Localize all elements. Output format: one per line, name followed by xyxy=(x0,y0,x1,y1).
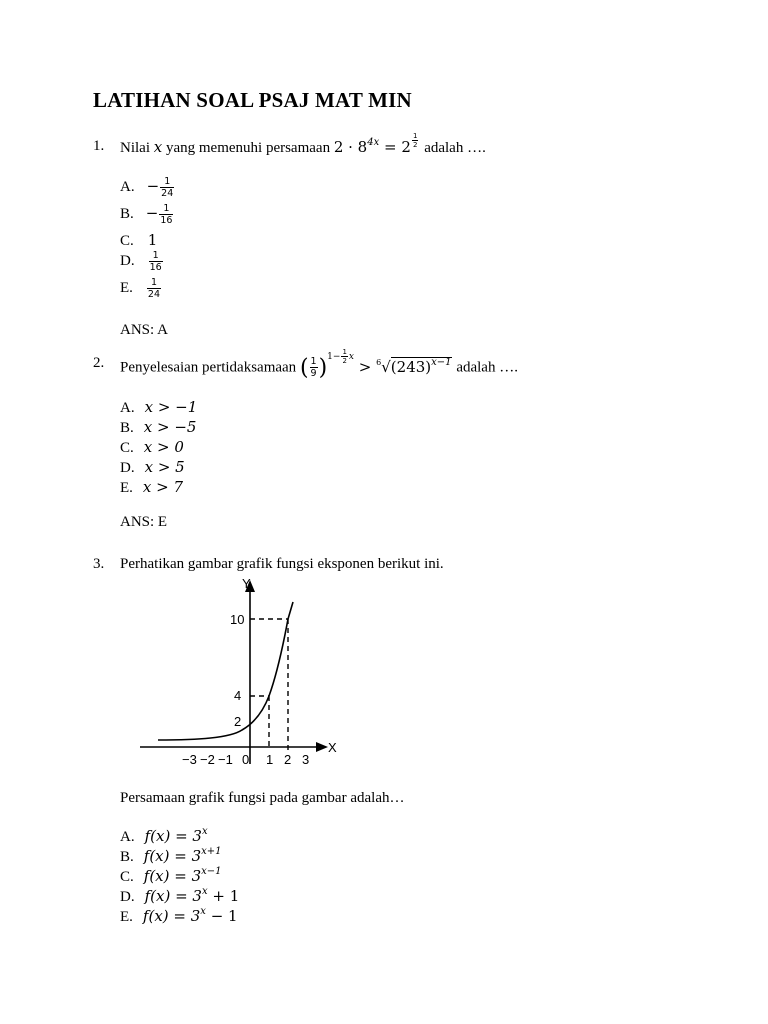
option-fraction: $\frac{1}{24}$ xyxy=(161,176,174,199)
exponential-graph xyxy=(138,574,348,774)
q1-rhs-base: 2 xyxy=(401,138,411,156)
q3-option-a[interactable] xyxy=(120,827,208,846)
q2-option-b[interactable] xyxy=(120,418,196,437)
q1-option-c[interactable] xyxy=(120,231,157,250)
option-letter: A. xyxy=(120,400,135,416)
x-tick-minus3: −3 xyxy=(182,752,197,767)
option-letter: E. xyxy=(120,280,133,297)
q2-exponent: 1− 1 2 x xyxy=(327,347,354,365)
right-paren: ) xyxy=(318,355,328,380)
q1-option-e[interactable] xyxy=(120,277,162,300)
q2-root-index: 6 xyxy=(376,357,382,367)
option-sign: − xyxy=(145,204,159,223)
option-expr: $f(x) = 3^x - 1$ xyxy=(142,906,238,925)
q1-text-after: adalah …. xyxy=(424,140,486,156)
option-expr: x > −5 xyxy=(143,418,197,436)
option-expr: x > −1 xyxy=(144,398,198,416)
q1-lhs-exp: 4x xyxy=(367,137,380,148)
question-1-text xyxy=(120,131,486,157)
y-tick-2: 2 xyxy=(234,714,242,729)
option-letter: B. xyxy=(120,420,134,436)
question-3-text: Perhatikan gambar grafik fungsi eksponen berikut ini. xyxy=(120,556,444,572)
y-tick-10: 10 xyxy=(230,612,245,627)
option-value: 1 xyxy=(147,231,158,249)
question-2-text xyxy=(120,347,518,380)
option-letter: A. xyxy=(120,179,135,196)
q2-option-d[interactable] xyxy=(120,458,185,477)
q1-eq: = xyxy=(384,138,397,156)
x-tick-minus2: −2 xyxy=(200,752,215,767)
option-expr: $f(x) = 3^{x+1}$ xyxy=(143,846,222,865)
radical-sign: √ xyxy=(381,357,391,376)
option-letter: C. xyxy=(120,440,134,456)
option-expr: $f(x) = 3^{x-1}$ xyxy=(143,866,222,885)
option-sign: − xyxy=(146,177,160,196)
option-fraction: $\frac{1}{16}$ xyxy=(149,250,162,273)
option-letter: D. xyxy=(120,889,135,905)
option-expr: $f(x) = 3^x + 1$ xyxy=(144,886,240,905)
option-letter: A. xyxy=(120,829,135,845)
option-letter: C. xyxy=(120,869,134,885)
question-1-number: 1. xyxy=(93,138,105,154)
q3-option-b[interactable] xyxy=(120,847,222,866)
option-letter: C. xyxy=(120,233,134,249)
q3-prompt: Persamaan grafik fungsi pada gambar adalah… xyxy=(120,790,405,806)
q1-text-middle: yang memenuhi persamaan xyxy=(165,140,331,156)
x-tick-1: 1 xyxy=(266,752,274,767)
q1-option-b[interactable] xyxy=(120,203,174,226)
option-expr: x > 0 xyxy=(143,438,184,456)
question-2-number: 2. xyxy=(93,355,105,371)
exponential-curve xyxy=(158,602,293,740)
q1-answer: ANS: A xyxy=(120,322,168,338)
option-letter: B. xyxy=(120,849,134,865)
q2-option-c[interactable] xyxy=(120,438,184,457)
q2-base-fraction: $\frac{1}{9}$ xyxy=(310,356,317,379)
q2-op: > xyxy=(358,357,372,376)
x-tick-minus1: −1 xyxy=(218,752,233,767)
q3-option-e[interactable] xyxy=(120,907,238,926)
x-tick-0: 0 xyxy=(242,752,250,767)
q2-text-before: Penyelesaian pertidaksamaan xyxy=(120,359,297,376)
q3-option-c[interactable] xyxy=(120,867,222,886)
option-letter: E. xyxy=(120,909,133,925)
q2-text-after: adalah …. xyxy=(456,359,518,376)
option-letter: D. xyxy=(120,253,135,270)
q2-option-a[interactable] xyxy=(120,398,197,417)
x-tick-3: 3 xyxy=(302,752,310,767)
q2-radicand: $(243)^{x-1}$ xyxy=(390,356,452,376)
question-3-number: 3. xyxy=(93,556,105,572)
option-fraction: $\frac{1}{24}$ xyxy=(147,277,161,300)
q1-equation xyxy=(333,131,424,156)
option-letter: E. xyxy=(120,480,133,496)
x-tick-2: 2 xyxy=(284,752,292,767)
q1-rhs-exp: $\frac{1}{2}$ xyxy=(412,131,418,149)
q1-var: x xyxy=(153,138,163,156)
page-title: LATIHAN SOAL PSAJ MAT MIN xyxy=(93,88,412,112)
x-axis-arrow-icon xyxy=(316,742,328,752)
option-letter: B. xyxy=(120,206,134,223)
y-axis-label: Y xyxy=(242,576,251,591)
option-expr: x > 5 xyxy=(144,458,185,476)
q3-option-d[interactable] xyxy=(120,887,239,906)
option-fraction: $\frac{1}{16}$ xyxy=(160,203,173,226)
q1-text-before: Nilai xyxy=(120,140,150,156)
q2-option-e[interactable] xyxy=(120,478,183,497)
q1-option-a[interactable] xyxy=(120,176,175,199)
option-expr: x > 7 xyxy=(142,478,184,496)
left-paren: ( xyxy=(299,355,309,380)
option-expr: $f(x) = 3^x$ xyxy=(144,826,208,845)
x-axis-label: X xyxy=(328,740,337,755)
option-letter: D. xyxy=(120,460,135,476)
q1-lhs-base: 2 · 8 xyxy=(333,138,368,156)
q2-answer: ANS: E xyxy=(120,514,168,530)
y-tick-4: 4 xyxy=(234,688,242,703)
q1-option-d[interactable] xyxy=(120,250,164,273)
